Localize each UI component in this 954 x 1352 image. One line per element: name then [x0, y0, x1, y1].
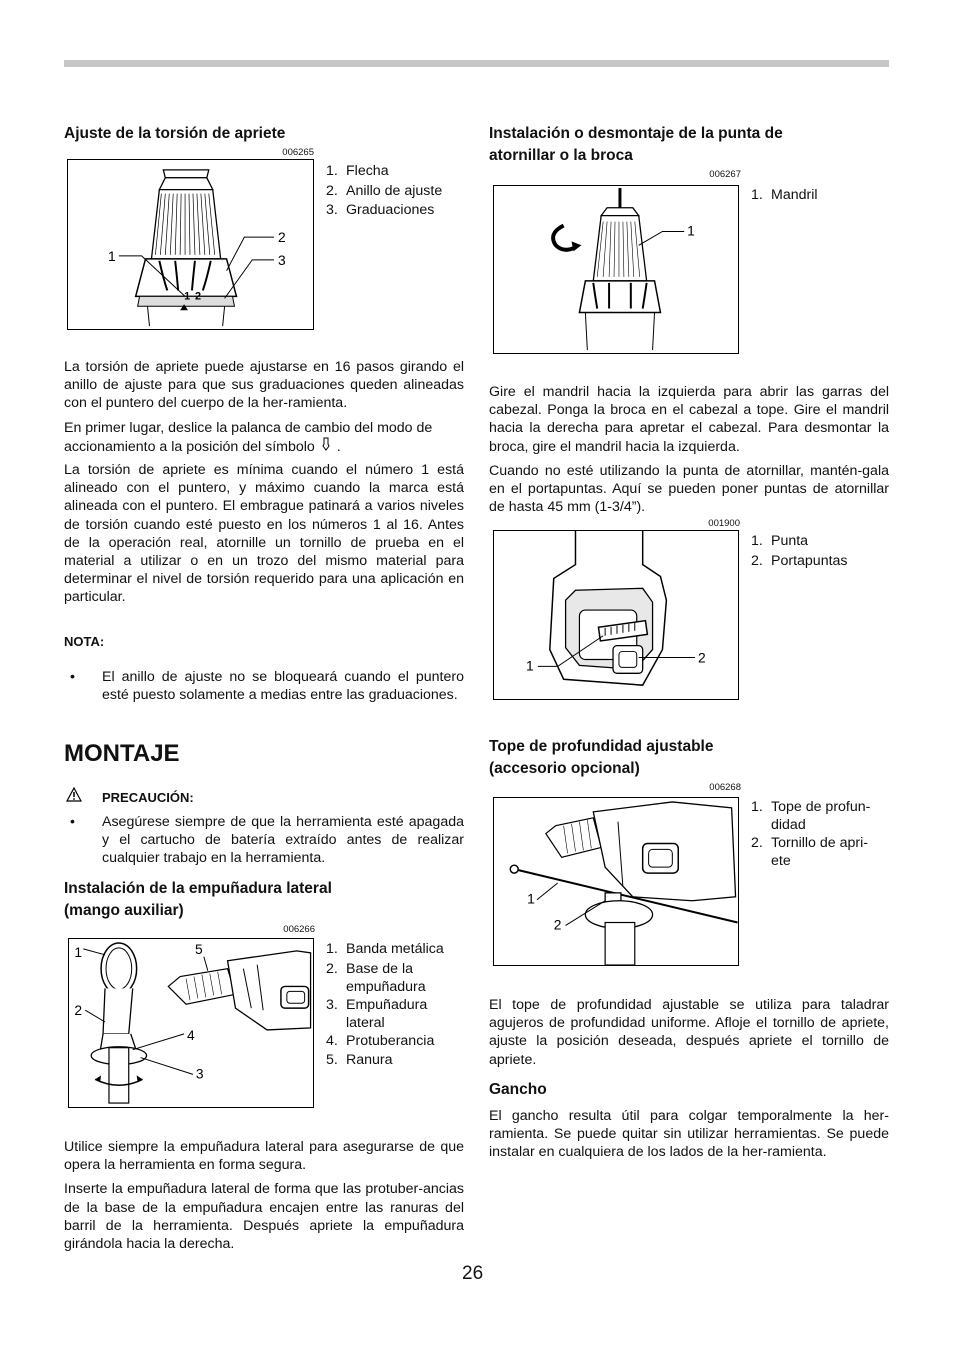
legend-side-handle	[326, 940, 466, 1071]
legend-item: 3. Empuñadura lateral	[326, 996, 428, 1031]
legend-item: 3. Graduaciones	[326, 202, 435, 218]
section-title-bit: Instalación o desmontaje de la punta de atornillar o la broca	[489, 125, 783, 164]
section-title-torque: Ajuste de la torsión de apriete	[64, 125, 286, 142]
legend-item: 2. Base de la empuñadura	[326, 960, 426, 995]
figure-code: 006266	[283, 924, 315, 935]
section-heading-montaje: MONTAJE	[64, 740, 180, 767]
svg-text:1: 1	[184, 290, 191, 303]
legend-item: 2. Portapuntas	[751, 552, 848, 569]
figure-code: 006267	[709, 169, 741, 180]
section-title-side-handle: Instalación de la empuñadura lateral (mango auxiliar)	[64, 880, 332, 919]
note-label: NOTA:	[64, 634, 105, 649]
callout-3: 3	[195, 1065, 204, 1082]
legend-depth-stop	[751, 798, 891, 870]
clutch-symbol-icon	[319, 437, 333, 456]
header-rule	[64, 60, 889, 67]
torque-ring-illustration	[68, 160, 313, 329]
chuck-illustration	[494, 186, 738, 353]
warning-icon	[66, 787, 82, 807]
page-number: 26	[462, 1263, 484, 1284]
section-title-depth-stop: Tope de profundidad ajustable (accesorio opcional)	[489, 738, 714, 777]
legend-item: 4. Protuberancia	[326, 1032, 435, 1049]
legend-item: 1. Tope de profun-didad	[751, 799, 871, 833]
paragraph: En primer lugar, deslice la palanca de cambio del modo de accionamiento a la posición del símbolo .	[64, 419, 433, 455]
figure-torque-ring	[67, 159, 314, 330]
figure-bit-holder	[493, 530, 739, 700]
callout-1: 1	[107, 247, 116, 264]
legend-item: 1. Mandril	[751, 187, 818, 203]
callout-2: 2	[74, 1002, 83, 1019]
caution-label: PRECAUCIÓN:	[102, 790, 194, 805]
paragraph: Cuando no esté utilizando la punta de atornillar, mantén-gala en el portapuntas. Aquí se pueden poner puntas de atornillar de hasta 45 mm (1-3/4”).	[489, 462, 889, 516]
callout-2: 2	[553, 916, 562, 933]
callout-5: 5	[194, 940, 203, 957]
depth-stop-illustration	[494, 798, 738, 965]
svg-text:2: 2	[194, 290, 201, 303]
callout-3: 3	[277, 251, 286, 268]
caution-bullet: • Asegúrese siempre de que la herramienta esté apagada y el cartucho de batería extraído antes de realizar cualquier trabajo en la herramienta.	[70, 814, 464, 867]
paragraph: La torsión de apriete es mínima cuando el número 1 está alineado con el puntero, y máximo cuando la marca está alineada con el puntero. El embrague patinará a varios niveles de torsión cuando esté puesto en los números 1 al 16. Antes de la operación real, atornille un tornillo de prueba en el material a utilizar o en un trozo del mismo material para determinar el nivel de torsión requerido para una aplicación en particular.	[64, 462, 464, 606]
legend-item: 1. Banda metálica	[326, 941, 444, 957]
legend-item: 1. Punta	[751, 533, 809, 549]
legend-item: 1. Flecha	[326, 163, 389, 179]
figure-side-handle	[68, 938, 314, 1108]
legend-chuck	[751, 186, 891, 206]
paragraph: El tope de profundidad ajustable se utiliza para taladrar agujeros de profundidad uniforme. Afloje el tornillo de apriete, ajuste la posición deseada, después apriete el tornillo de apriete.	[489, 997, 889, 1068]
figure-code: 001900	[708, 518, 740, 529]
figure-depth-stop	[493, 797, 739, 966]
callout-1: 1	[687, 222, 695, 239]
bit-holder-illustration	[494, 531, 738, 699]
figure-code: 006265	[282, 147, 314, 158]
note-bullet: • El anillo de ajuste no se bloqueará cuando el puntero esté puesto solamente a medias entre las graduaciones.	[70, 669, 464, 704]
callout-2: 2	[698, 649, 706, 666]
legend-bit-holder	[751, 532, 891, 571]
figure-chuck	[493, 185, 739, 354]
callout-4: 4	[187, 1026, 195, 1043]
callout-2: 2	[277, 229, 286, 246]
legend-item: 2. Anillo de ajuste	[326, 182, 443, 199]
legend-item: 5. Ranura	[326, 1052, 393, 1068]
callout-1: 1	[527, 890, 535, 907]
paragraph: Utilice siempre la empuñadura lateral para asegurarse de que opera la herramienta en forma segura.	[64, 1139, 464, 1174]
callout-1: 1	[74, 943, 83, 960]
paragraph: El gancho resulta útil para colgar temporalmente la her-ramienta. Se puede quitar sin utilizar herramientas. Se puede instalar en cualquiera de los lados de la her-ramienta.	[489, 1108, 889, 1161]
paragraph: La torsión de apriete puede ajustarse en 16 pasos girando el anillo de ajuste para que sus graduaciones queden alineadas con el puntero del cuerpo de la her-ramienta.	[64, 359, 464, 412]
callout-1: 1	[526, 657, 534, 674]
legend-torque	[326, 162, 466, 221]
section-title-hook: Gancho	[489, 1081, 547, 1098]
legend-item: 2. Tornillo de apri-ete	[751, 835, 868, 869]
figure-code: 006268	[709, 782, 741, 793]
paragraph: Inserte la empuñadura lateral de forma que las protuber-ancias de la base de la empuñadura encajen entre las ranuras del barril de la herramienta. Después apriete la empuñadura girándola hacia la derecha.	[64, 1181, 464, 1253]
paragraph: Gire el mandril hacia la izquierda para abrir las garras del cabezal. Ponga la broca en el cabezal a tope. Gire el mandril hacia la derecha para apretar el cabezal. Para desmontar la broca, gire el mandril hacia la izquierda.	[489, 384, 889, 455]
side-handle-illustration	[69, 939, 313, 1107]
